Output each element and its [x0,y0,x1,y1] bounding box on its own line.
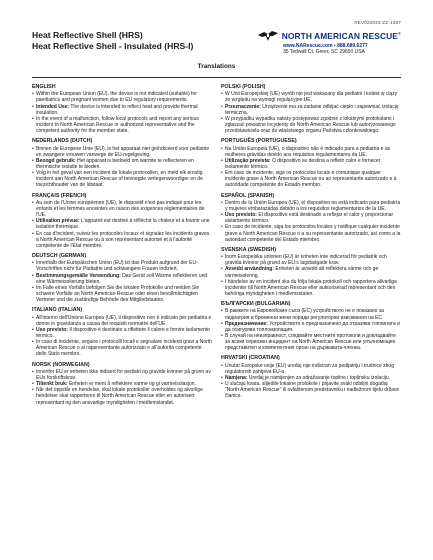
language-title: NORSK (NORWEGIAN) [32,361,90,368]
bullet-text: Au sein de l'Union européenne (UE), le dispositif n'est pas indiqué pour les enfants et les femmes enceintes en raison des exigences réglementaires de l'UE. [36,199,205,219]
product-subtitle: Heat Reflective Shell - Insulated (HRS-I) [32,41,194,51]
contact-info: www.NARescue.com • 888.689.6277 35 Tedwall Ct. Greer, SC 29650 USA [283,43,401,55]
bullet-item [221,381,401,399]
bullet-text: Enheten är avsedd att reflektera värme och ge värmeisolering. [225,266,379,279]
bullet-text: Volg in het geval van een incident de lokale protocollen, en meld elk ernstig incident aan North American Rescue of bevoegde vertegenwoordiger en de toezichthouder van de lidstaat. [36,170,203,189]
bullet-text: O dispositivo se destina a refletir calor e fornecer isolamento térmico. [225,157,381,170]
bullet-text: Inom Europeiska unionen (EU) är enheten inte indicerad för pediatrik och gravida kvinnor på grund av EU:s lagstadgade krav. [225,254,387,267]
language-title: FRANÇAIS (FRENCH) [32,192,87,199]
document-header [32,20,401,80]
bullet-item [221,170,401,188]
bullet-item [32,218,212,230]
bullet-text: Within the European Union (EU), the device is not indicated (suitable) for paediatrics and pregnant women due to EU regulatory requirements. [36,91,197,104]
bullet-text: W Unii Europejskiej (UE) wyrób nie jest wskazany dla pediatrii i kobiet w ciąży ze względu na wymogi regulacyjne UE. [225,91,398,104]
bullet-item [32,200,212,218]
bullet-item [32,327,212,339]
title-block [32,30,193,52]
bullet-item [32,369,212,381]
bullet-label: Przeznaczenie: [225,103,261,110]
bullet-text: Binnen de Europese Unie (EU), is het apparaat niet geïndiceerd voor pediatrie en zwangere vrouwen vanwege de EU-regelgeving. [36,145,210,158]
bullet-text: Het apparaat is bedoeld om warmte te reflecteren en thermische isolatie te bieden. [36,157,194,170]
bullet-item [32,170,212,188]
bullet-item [32,260,212,272]
bullet-item [221,321,401,333]
header-divider [32,77,401,78]
language-title: HRVATSKI (CROATIAN) [221,355,280,362]
bullet-item [221,146,401,158]
bullet-text: The device is intended to reflect heat and provide thermal insulation. [36,103,198,116]
bullet-item [221,363,401,375]
bullet-label: Tiltenkt bruk: [36,381,68,388]
bullet-item [221,158,401,170]
language-section [32,362,212,406]
bullet-item [221,212,401,224]
language-title: ESPAÑOL (SPANISH) [221,192,275,199]
bullet-item [32,116,212,134]
bullet-text: El dispositivo está destinado a reflejar el calor y proporcionar aislamiento térmico. [225,212,394,225]
bullet-item [32,315,212,327]
bullet-item [221,333,401,351]
language-section [32,138,212,188]
bullet-text: Urządzenie ma za zadanie odbijać ciepło i zapewniać izolację termiczną. [225,103,399,116]
bullet-text: Em caso de incidente, siga os protocolos locais e comunique qualquer incidente grave à North American Rescue ou ao representante autorizado e à autoridade competente do Estado-membro. [225,170,397,189]
bullet-text: Устройството е предназначено да отразява топлината и да осигурява топлоизолация. [225,320,400,333]
bullet-item [221,279,401,297]
language-section [221,355,401,399]
bullet-text: In caso di incidente, seguire i protocolli locali e segnalare incidenti gravi a North American Rescue o al rappresentante autorizzato e all'autorità competente dello Stato membro. [36,339,212,358]
bullet-text: Enheten er ment å reflektere varme og gi varmeisolasjon. [67,381,196,388]
brand-logo [257,29,401,43]
language-title: DEUTSCH (GERMAN) [32,253,87,260]
revision-code: REV022023 ZZ-1487 [354,20,401,25]
language-section [221,193,401,243]
bullet-text: En cas d'incident, suivez les protocoles locaux et signalez les incidents graves à North American Rescue ou à son représentant autorisé et à l'autorité compétente de l'État membre. [36,230,210,249]
bullet-label: Avsedd användning: [225,266,274,273]
language-title: PORTUGUÊS (PORTUGUESE) [221,138,297,145]
right-column [221,84,401,410]
language-section [221,301,401,351]
bullet-label: Utilização prevista: [225,157,271,164]
bullet-item [32,387,212,405]
language-section [221,138,401,188]
bullet-label: Bestimmungsgemäße Verwendung: [36,272,121,279]
bullet-text: Na União Europeia (UE), o dispositivo não é indicado para a pediatria e as mulheres grávidas devido aos requisitos regulamentares da UE. [225,145,391,158]
bullet-item [32,158,212,170]
language-title: SVENSKA (SWEDISH) [221,246,277,253]
translations-body [32,84,401,410]
bullet-label: Предназначение: [225,320,268,327]
bullet-text: Das Gerät soll Wärme reflektieren und eine Wärmeisolierung bieten. [36,272,208,285]
website-link[interactable]: www.NARescue.com [283,43,333,49]
bullet-text: W przypadku wypadku należy postępować zgodnie z lokalnymi protokołami i zgłaszać poważne incydenty do North American Rescue lub autoryzowanego przedstawiciela oraz do właściwego organu Państwa członkowskiego. [225,115,396,135]
language-section [221,84,401,134]
bullet-text: In the event of a malfunction, follow local protocols and report any serious incident to North American Rescue or authorized representative and the competent authority for the member state. [36,115,199,135]
bullet-text: Når det oppstår en hendelse, skal lokale protokoller overholdes og alvorlige hendelser skal rapporteres til North American Rescue eller en autorisert representant og den ansvarlige myndigheten i medlemslandet. [36,387,203,406]
bullet-text: Unutar Europske unije (EU) uređaj nije indiciran za pedijatriju i trudnice zbog regulatornih zahtjeva EU-a. [225,362,394,375]
left-column [32,84,212,410]
bullet-item [32,146,212,158]
bullet-label: Uso previsto: [36,326,68,333]
language-section [32,253,212,303]
bullet-text: U slučaju kvara, slijedite lokalne protokole i prijavite svaki ozbiljni događaj "North American Rescue" ili ovlaštenom predstavniku i nadležnom tijelu države članice. [225,381,400,400]
bullet-text: Uređaj je namijenjen za odražavanje topline i toplinsku izolaciju. [247,375,391,381]
bullet-text: I händelse av en incident ska du följa lokala protokoll och rapportera allvarliga incidenter till North American Rescue eller auktoriserad representant och den behöriga myndigheten i medlemsstaten. [225,278,397,298]
translations-heading: Translations [197,63,236,70]
bullet-item [32,339,212,357]
bullet-text: En caso de incidente, siga los protocolos locales y notifique cualquier incidente grave a North American Rescue o a su representante autorizado, así como a la autoridad competente del Estado miembro. [225,224,401,243]
language-section [221,247,401,297]
bullet-text: Innenfor EU er enheten ikke indisert for pediatri og gravide kvinner på grunn av EUs forskriftskrav. [36,368,211,381]
language-title: ENGLISH [32,84,56,90]
bullet-text: Im Falle eines Vorfalls befolgen Sie die lokalen Protokolle und melden Sie schwere Vorfälle an North American Rescue oder einen bevollmächtigten Vertreter und die zuständige Behörde des Mitgliedstaates. [36,284,200,304]
bullet-text: L'appareil est destiné à réfléchir la chaleur et à fournir une isolation thermique. [36,218,210,231]
bullet-item [221,91,401,103]
bullet-item [221,308,401,320]
bullet-item [221,104,401,116]
language-section [32,193,212,249]
bullet-text: В рамките на Европейския съюз (ЕС) устройството не е показано за педиатрия и бременни жени поради регулаторни изисквания на ЕС. [225,308,384,321]
eagle-logo-icon [257,29,279,43]
language-title: ITALIANO (ITALIAN) [32,307,83,314]
brand-name: NORTH AMERICAN RESCUE® [281,31,401,41]
bullet-item [221,254,401,266]
bullet-item [32,104,212,116]
bullet-item [221,116,401,134]
product-title: Heat Reflective Shell (HRS) [32,30,143,40]
bullet-item [221,200,401,212]
bullet-item [221,266,401,278]
bullet-text: Dentro de la Unión Europea (UE), el dispositivo no está indicado para pediatría y mujeres embarazadas debido a los requisitos reglamentarios de la UE. [225,199,401,212]
language-title: NEDERLANDS (DUTCH) [32,138,93,145]
bullet-item [32,231,212,249]
language-title: БЪЛГАРСКИ (BULGARIAN) [221,301,291,308]
bullet-label: Namjena: [225,375,248,381]
bullet-text: Il dispositivo è destinato a riflettere il calore e fornire isolamento termico. [36,326,210,340]
language-title: POLSKI (POLISH) [221,84,266,90]
language-section [32,307,212,357]
address: 35 Tedwall Ct. Greer, SC 29650 USA [283,49,365,55]
bullet-item [32,91,212,103]
bullet-text: All'interno dell'Unione Europea (UE), il dispositivo non è indicato per pediatria e donne in gravidanza a causa dei requisiti normativi dell'UE. [36,314,212,327]
phone-number: 888.689.6277 [337,43,368,49]
language-section [32,84,212,134]
bullet-text: Innerhalb der Europäischen Union (EU) ist das Produkt aufgrund der EU-Vorschriften nicht für Pädiatrie und schwangere Frauen indiziert. [36,260,198,273]
bullet-label: Uso previsto: [225,212,257,219]
bullet-item [32,285,212,303]
bullet-item [32,273,212,285]
bullet-item [221,224,401,242]
bullet-label: Intended Use: [36,103,70,110]
bullet-label: Utilisation prévue: [36,218,80,225]
bullet-text: В случай на неизправност, следвайте местните протоколи и докладвайте за всеки сериозен инцидент на North American Rescue или упълномощен представител и компетентния орган на държавата-членка. [225,333,396,352]
bullet-label: Beoogd gebruik: [36,157,76,164]
